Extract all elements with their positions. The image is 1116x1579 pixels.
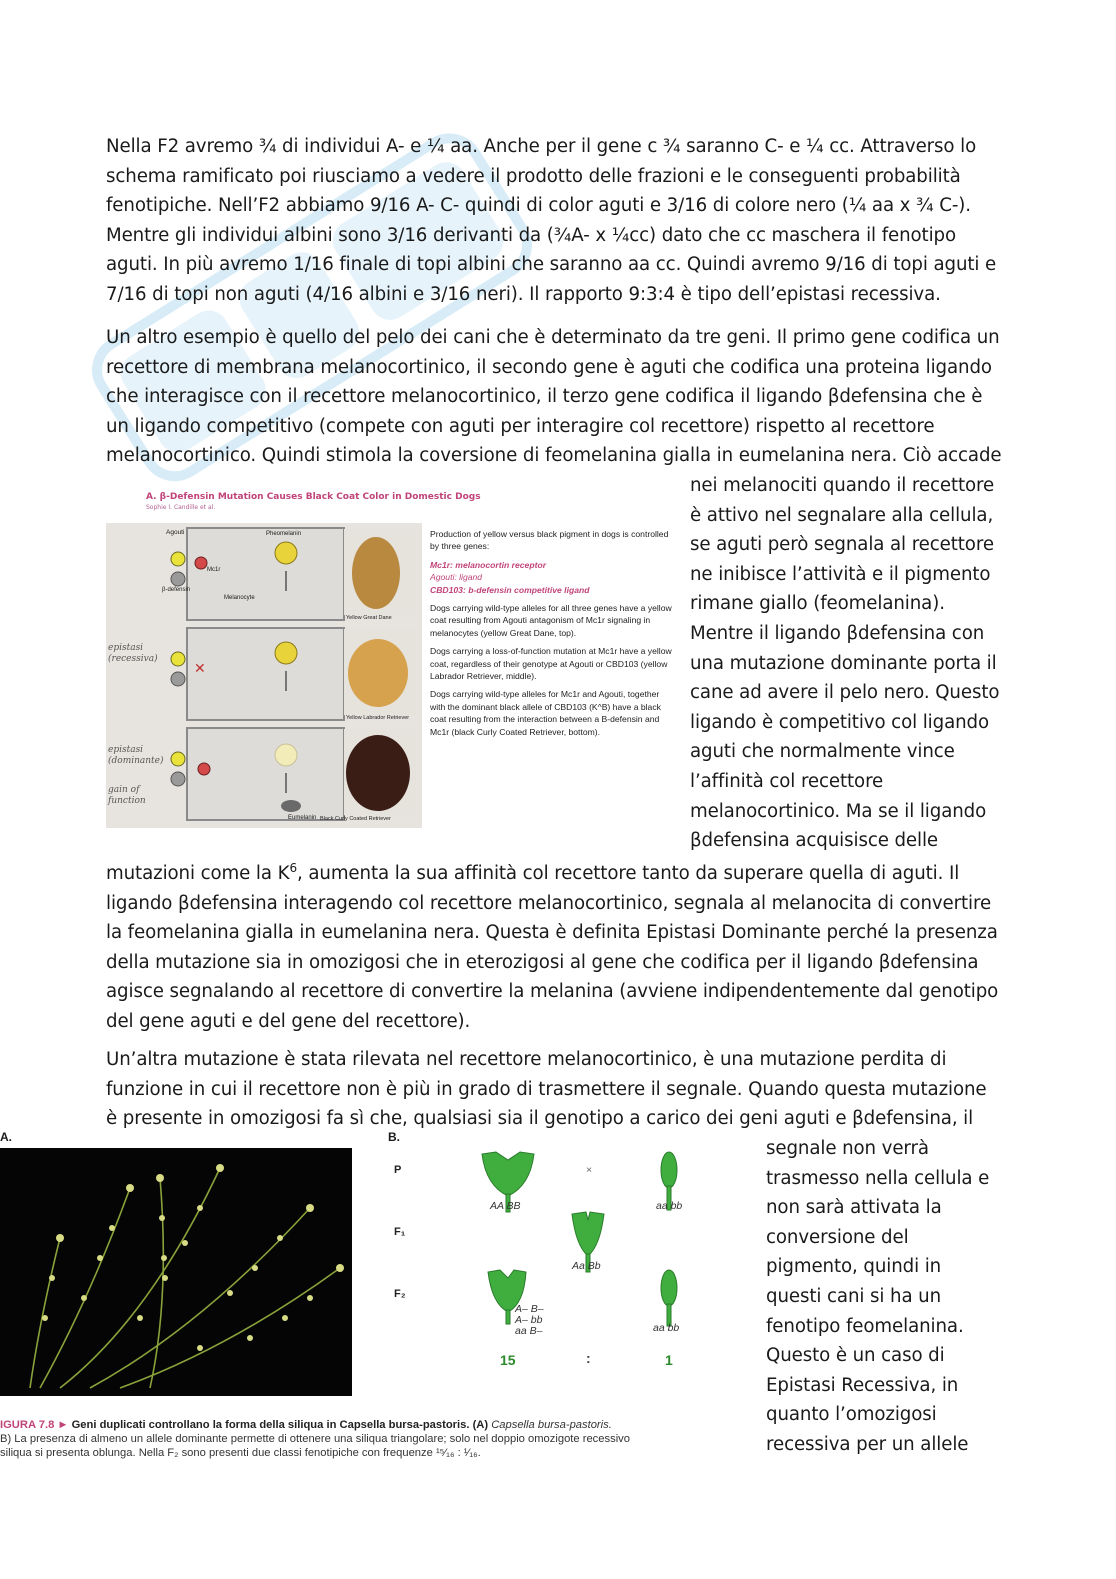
label-dog3: Black Curly Coated Retriever: [320, 816, 391, 822]
panel-label-b: B.: [388, 1130, 400, 1144]
text-line: quanto l’omozigosi: [766, 1404, 937, 1426]
text-line: che interagisce con il recettore melanocortinico, il terzo gene codifica il ligando βdefensina che è: [106, 386, 983, 408]
defensin-ligand: [171, 772, 185, 786]
paragraph-mc1r: [106, 1045, 1006, 1134]
pheomelanin-granule: [275, 542, 297, 564]
text-line: fenotipiche. Nell’F2 abbiamo 9/16 A- C- quindi di color aguti e 3/16 di colore nero (¼ aa x ¾ C-).: [106, 195, 971, 217]
row-label-p: P: [394, 1164, 402, 1176]
label-melanocyte: Melanocyte: [224, 595, 255, 601]
svg-text:✕: ✕: [194, 661, 206, 677]
caption-species: Capsella bursa-pastoris.: [491, 1419, 612, 1431]
genotype-line: aa B–: [515, 1325, 543, 1337]
label-eumelanin: Eumelanin: [288, 815, 317, 821]
yellow-great-dane-photo: [352, 537, 400, 609]
cross-symbol: ×: [586, 1164, 593, 1176]
text-line: melanocortinico. Quindi stimola la coversione di feomelanina gialla in eumelanina nera. Ciò accade: [106, 445, 1002, 467]
text-line: Un’altra mutazione è stata rilevata nel recettore melanocortinico, è una mutazione perdita di: [106, 1049, 947, 1070]
handwritten-note-dominant: epistasi (dominante): [108, 745, 164, 766]
text-line: Epistasi Recessiva, in: [766, 1374, 959, 1396]
text-line: agisce segnalando al recettore di convertire la melanina (avviene indipendentemente dal genotipo: [106, 981, 999, 1003]
ratio-value-15: 15: [500, 1352, 516, 1368]
caption-gene-cbd103: CBD103: b-defensin competitive ligand: [430, 584, 590, 595]
caption-gene-mc1r: Mc1r: melanocortin receptor: [430, 559, 547, 570]
text-line: [106, 854, 1006, 889]
text-line: βdefensina acquisisce delle: [690, 830, 939, 852]
text-line: rimane giallo (feomelanina).: [690, 593, 945, 615]
text-line: aguti che normalmente vince: [690, 741, 955, 763]
caption-line: B) La presenza di almeno un allele dominante permette di ottenere una siliqua triangolare; solo nel doppio omozigote recessivo: [0, 1433, 630, 1445]
black-curly-retriever-photo: [346, 735, 410, 811]
text-line: Questo è un caso di: [766, 1345, 945, 1367]
text-line: 7/16 di topi non aguti (4/16 albini e 3/16 neri). Il rapporto 9:3:4 è tipo dell’epistasi recessiva.: [106, 283, 941, 305]
ratio-value-1: 1: [665, 1352, 673, 1368]
label-dog2: Yellow Labrador Retriever: [346, 715, 410, 721]
panel-label-a: A.: [0, 1130, 12, 1144]
silique-oblong-p: [661, 1152, 677, 1188]
text-line: del gene aguti e del gene del recettore).: [106, 1011, 471, 1033]
paragraph-f2: [106, 132, 1006, 310]
text-fragment: mutazioni come la K: [106, 863, 290, 885]
figure-authors: Sophie I. Candille et al.: [146, 504, 216, 511]
pathway-drawing: [106, 523, 422, 828]
paragraph-dogs-side: [690, 471, 1010, 856]
paragraph-dogs: [106, 323, 1006, 471]
text-line: pigmento, quindi in: [766, 1256, 942, 1278]
text-line: aguti. In più avremo 1/16 finale di topi albini che saranno aa cc. Quindi avremo 9/16 di topi aguti e: [106, 254, 997, 276]
text-line: è attivo nel segnalare alla cellula,: [690, 504, 994, 526]
figure1-caption: [430, 528, 676, 744]
text-line: nei melanociti quando il recettore: [690, 475, 995, 496]
caption-top: Dogs carrying wild-type alleles for all three genes have a yellow coat resulting from Agouti antagonism of Mc1r signaling in melanocytes (yellow Great Dane, top).: [430, 603, 672, 638]
text-line: è presente in omozigosi fa sì che, qualsiasi sia il genotipo a carico dei geni aguti e βdefensina, il: [106, 1108, 974, 1130]
genotype-line: A– bb: [515, 1314, 543, 1326]
figure-capsella: [0, 1128, 760, 1473]
silique-triangular-p: [482, 1152, 534, 1196]
caption-title: Geni duplicati controllano la forma della siliqua in Capsella bursa-pastoris. (A): [71, 1419, 489, 1431]
row-label-f2: F₂: [394, 1288, 406, 1300]
caption-line: siliqua si presenta oblunga. Nella F₂ sono presenti due classi fenotipiche con frequenze ¹⁵⁄₁₆ : ¹⁄₁₆.: [0, 1447, 481, 1459]
text-line: conversione del: [766, 1226, 909, 1248]
caption-gene-agouti: Agouti: ligand: [430, 572, 483, 583]
text-fragment: , aumenta la sua affinità col recettore tanto da superare quella di aguti. Il: [296, 863, 960, 885]
text-line: questi cani si ha un: [766, 1285, 942, 1307]
label-agouti: Agouti: [166, 529, 185, 536]
text-line: Un altro esempio è quello del pelo dei cani che è determinato da tre geni. Il primo gene codifica un: [106, 327, 1000, 348]
capsella-photo: [0, 1148, 352, 1396]
figure-title: A. β-Defensin Mutation Causes Black Coat Color in Domestic Dogs: [146, 492, 481, 502]
ratio-separator: :: [586, 1350, 591, 1366]
label-pheomelanin: Pheomelanin: [266, 531, 302, 537]
text-line: della mutazione sia in omozigosi che in eterozigosi al gene che codifica per il ligando βdefensina: [106, 951, 979, 973]
label-bdefensin: β-defensin: [162, 587, 191, 593]
genotype-f2-recessive: aa bb: [653, 1322, 680, 1334]
label-dog1: Yellow Great Dane: [346, 615, 392, 621]
text-line: l’affinità col recettore: [690, 770, 884, 792]
yellow-labrador-photo: [348, 639, 408, 707]
text-line: melanocortinico. Ma se il ligando: [690, 800, 987, 822]
caption-bottom: Dogs carrying wild-type alleles for Mc1r and Agouti, together with the dominant black allele of CBD103 (K^B) have a black coat resulting from the interaction between a B-defensin and Mc1r (black Curly Coated Retriever, bottom).: [430, 689, 661, 737]
agouti-ligand: [171, 752, 185, 766]
handwritten-note-gain: gain of function: [108, 785, 146, 806]
pathway-diagram: [106, 523, 422, 828]
text-line: una mutazione dominante porta il: [690, 652, 997, 674]
eumelanin-granule: [281, 800, 301, 812]
genotype-f2-dominant: [515, 1304, 544, 1337]
text-line: fenotipo feomelanina.: [766, 1315, 964, 1337]
caption-intro: Production of yellow versus black pigment in dogs is controlled by three genes:: [430, 529, 669, 552]
pheomelanin-granule-faded: [275, 744, 297, 766]
silique-oblong-f2: [661, 1270, 677, 1306]
text-line: ne inibisce l’attività e il pigmento: [690, 563, 991, 585]
figure2-caption: [0, 1418, 760, 1460]
superscript: 6: [289, 861, 297, 875]
text-line: Mentre gli individui albini sono 3/16 derivanti da (¾A- x ¼cc) dato che cc maschera il fenotipo: [106, 224, 956, 246]
text-line: ligando βdefensina interagendo col recettore melanocortinico, segnala al melanocita di convertire: [106, 892, 992, 914]
silique-triangular-f1: [572, 1212, 604, 1256]
text-line: Mentre il ligando βdefensina con: [690, 622, 985, 644]
handwritten-note-recessive: epistasi (recessiva): [108, 643, 158, 664]
text-line: schema ramificato poi riusciamo a vedere il prodotto delle frazioni e le conseguenti probabilità: [106, 165, 961, 187]
text-line: se aguti però segnala al recettore: [690, 534, 994, 556]
mc1r-receptor: [198, 763, 210, 775]
text-line: segnale non verrà: [766, 1138, 929, 1159]
genotype-line: A– B–: [515, 1303, 544, 1315]
mc1r-receptor: [195, 557, 207, 569]
silique-stalk: [506, 1310, 510, 1324]
text-line: recettore di membrana melanocortinico, il secondo gene è aguti che codifica una proteina ligando: [106, 356, 992, 378]
text-line: funzione in cui il recettore non è più in grado di trasmettere il segnale. Quando questa mutazione: [106, 1078, 987, 1100]
text-line: trasmesso nella cellula e: [766, 1167, 990, 1189]
agouti-ligand: [171, 652, 185, 666]
pheomelanin-granule: [275, 642, 297, 664]
text-line: non sarà attivata la: [766, 1197, 942, 1219]
defensin-ligand: [171, 572, 185, 586]
text-line: Nella F2 avremo ¾ di individui A- e ¼ aa. Anche per il gene c ¾ saranno C- e ¼ cc. Attraverso lo: [106, 136, 977, 157]
genotype-p2: aa bb: [656, 1200, 683, 1212]
defensin-ligand: [171, 672, 185, 686]
text-line: recessiva per un allele: [766, 1433, 969, 1455]
figure-beta-defensin: [106, 488, 676, 833]
caption-middle: Dogs carrying a loss-of-function mutation at Mc1r have a yellow coat, regardless of their genotype at Agouti or CBD103 (yellow Labrador Retriever, middle).: [430, 646, 672, 682]
text-line: cane ad avere il pelo nero. Questo: [690, 682, 1000, 704]
agouti-ligand: [171, 552, 185, 566]
text-line: ligando è competitivo col ligando: [690, 711, 990, 733]
paragraph-dogs-cont: [106, 854, 1006, 1037]
caption-figure-tag: IGURA 7.8 ►: [0, 1419, 69, 1431]
genotype-p1: AA BB: [490, 1200, 521, 1212]
text-line: la feomelanina gialla in eumelanina nera. Questa è definita Epistasi Dominante perché la presenza: [106, 922, 998, 944]
genotype-f1: Aa Bb: [572, 1260, 601, 1272]
row-label-f1: F₁: [394, 1226, 406, 1238]
paragraph-mc1r-side: [766, 1134, 1006, 1460]
text-line: un ligando competitivo (compete con aguti per interagire col recettore) rispetto al recettore: [106, 415, 935, 437]
label-mc1r: Mc1r: [207, 567, 221, 573]
